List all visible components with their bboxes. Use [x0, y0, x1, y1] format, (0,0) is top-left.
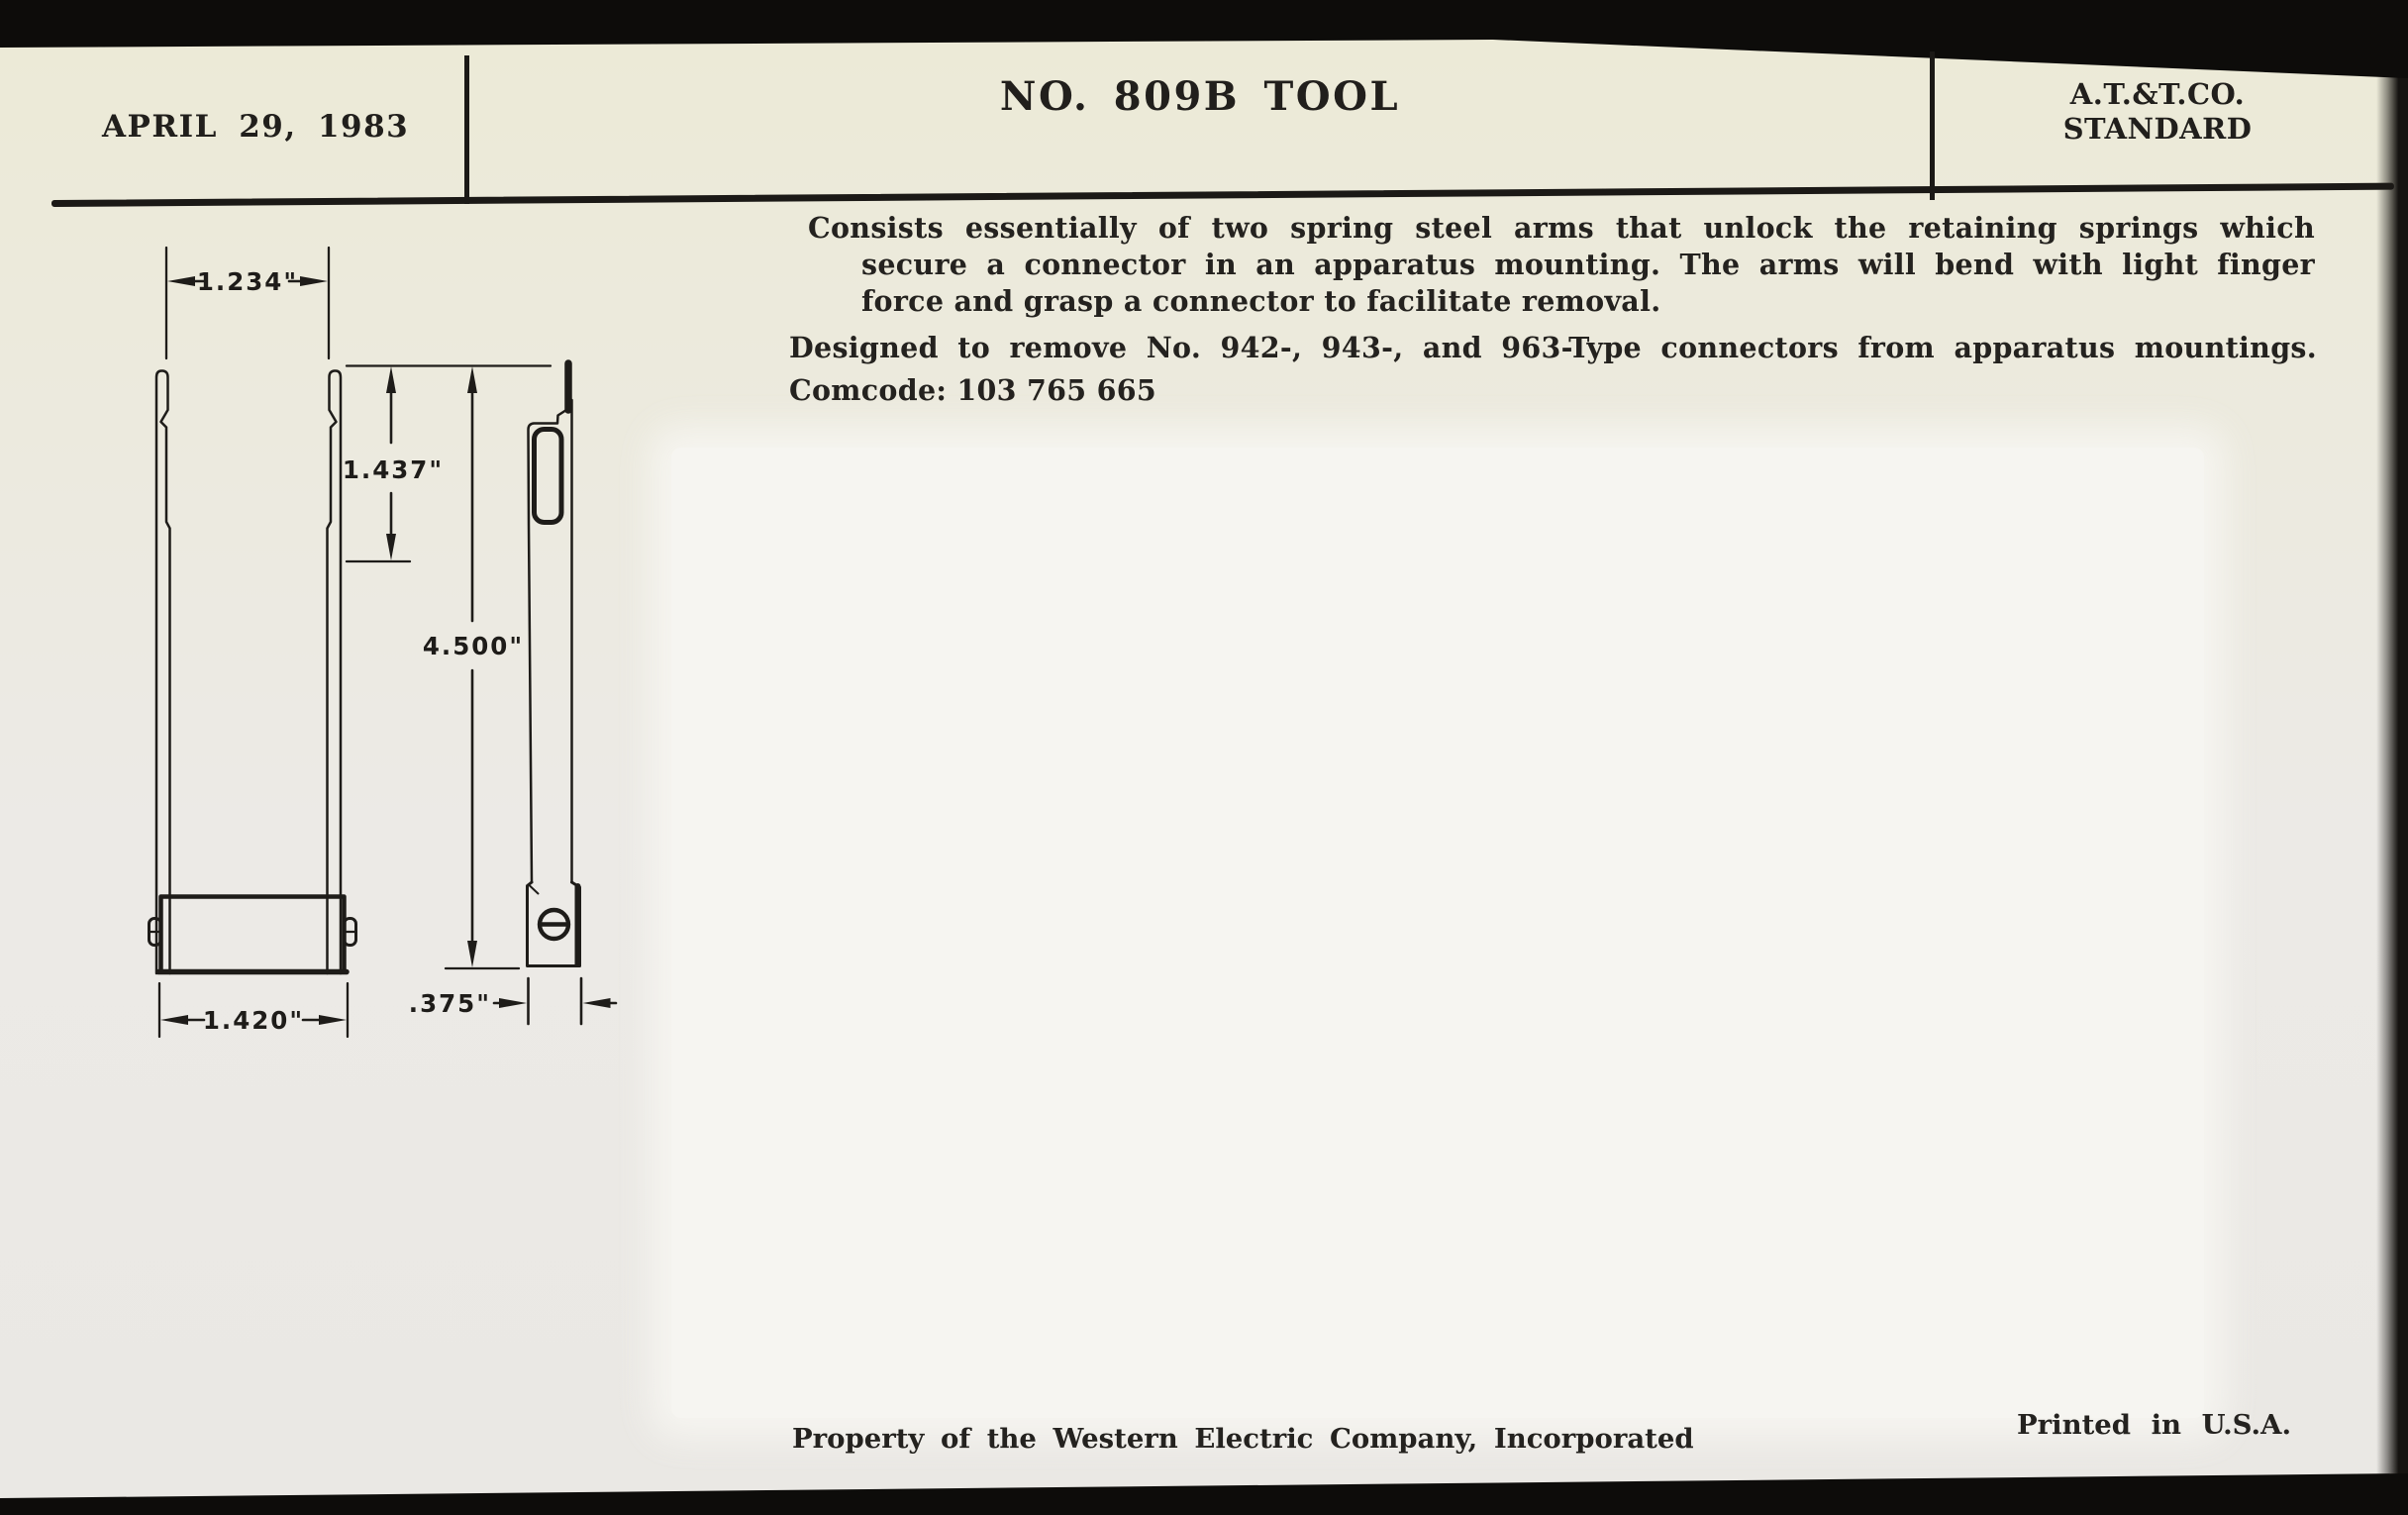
- front-left-arm: [156, 371, 170, 974]
- document-title: NO. 809B TOOL: [999, 73, 1401, 120]
- front-right-arm: [328, 371, 342, 974]
- issue-date: APRIL 29, 1983: [102, 109, 410, 145]
- scan-right-edge-shadow: [2376, 0, 2408, 1515]
- description-line-3: force and grasp a connector to facilitate removal.: [861, 284, 1661, 318]
- front-base-block: [161, 897, 345, 972]
- printed-in-label: Printed in U.S.A.: [2017, 1409, 2292, 1441]
- side-slot-cutout: [535, 430, 562, 523]
- property-notice: Property of the Western Electric Company, Incorporated: [792, 1423, 1694, 1455]
- description-line-4: Designed to remove No. 942-, 943-, and 963-Type connectors from apparatus mountings.: [789, 331, 2317, 364]
- dim-label-thickness: .375": [408, 989, 491, 1018]
- technical-drawing: [119, 228, 673, 1069]
- dim-label-overall-length: 4.500": [422, 632, 525, 660]
- front-view: [150, 371, 356, 974]
- description-line-1: Consists essentially of two spring steel arms that unlock the retaining springs which: [808, 211, 2315, 245]
- dimension-thickness: [409, 978, 616, 1024]
- organization-line1: A.T.&T.CO.: [2069, 77, 2246, 111]
- dim-label-tip-gap: 1.234": [196, 267, 299, 296]
- dimension-arm-tip-length: [343, 366, 551, 562]
- dimension-base-width: [159, 983, 348, 1037]
- description-line-2: secure a connector in an apparatus mounting. The arms will bend with light finger: [861, 248, 2315, 281]
- dim-label-base-width: 1.420": [202, 1006, 305, 1035]
- dimension-tip-gap: [166, 248, 329, 358]
- organization-label: [1935, 77, 2380, 147]
- dim-label-arm-tip-length: 1.437": [342, 455, 445, 484]
- side-screw: [540, 910, 568, 939]
- organization-line2: STANDARD: [2062, 112, 2253, 146]
- scan-bright-area: [671, 448, 2204, 1418]
- comcode-line: Comcode: 103 765 665: [789, 373, 1157, 407]
- side-view: [528, 363, 580, 966]
